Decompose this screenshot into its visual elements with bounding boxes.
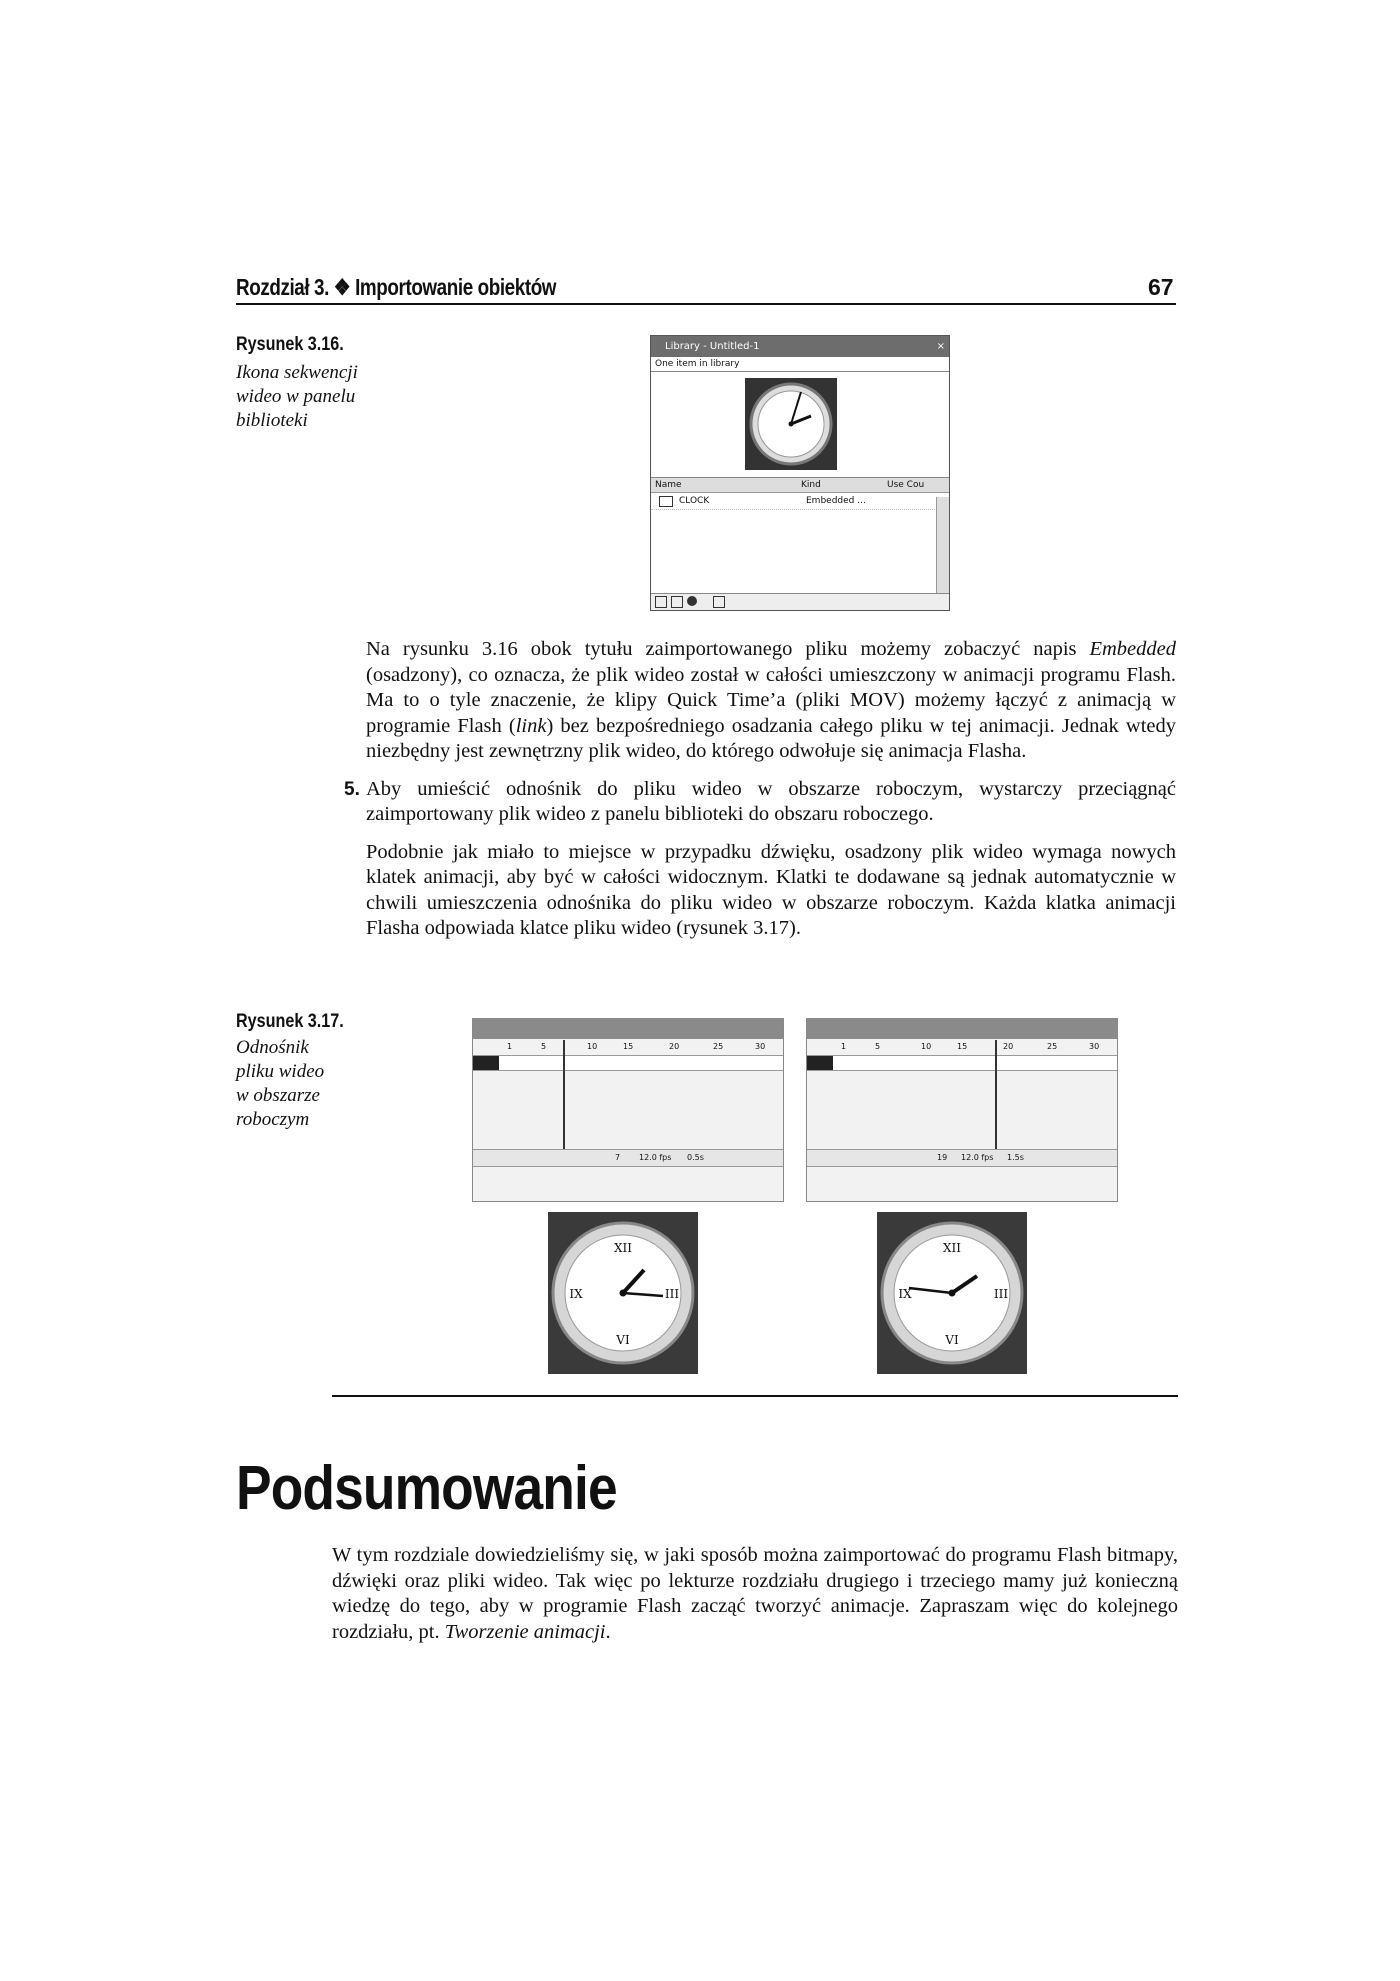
- tick-label: 5: [541, 1042, 547, 1051]
- clock-frame-left: [548, 1212, 698, 1374]
- elapsed-time: 0.5s: [687, 1153, 704, 1162]
- item-kind: Embedded ...: [806, 496, 866, 506]
- tick-label: 15: [623, 1042, 634, 1051]
- summary-text: [332, 1543, 1178, 1657]
- column-use-count[interactable]: Use Cou: [887, 480, 925, 490]
- tick-label: 20: [669, 1042, 680, 1051]
- svg-text:III: III: [993, 1287, 1009, 1301]
- timeline-titlebar: [807, 1019, 1117, 1039]
- svg-text:XII: XII: [613, 1241, 633, 1255]
- tick-label: 5: [875, 1042, 881, 1051]
- svg-text:VI: VI: [616, 1333, 630, 1347]
- tick-label: 25: [713, 1042, 724, 1051]
- figure-317-caption: [236, 1036, 396, 1132]
- close-icon: ×: [936, 341, 945, 352]
- figure-317-label: Rysunek 3.17.: [236, 1011, 344, 1032]
- running-header-chapter: Rozdział 3. ❖ Importowanie obiektów: [236, 274, 557, 300]
- caption-line: biblioteki: [236, 410, 308, 431]
- summary-rule: [332, 1395, 1178, 1397]
- text-run: .: [605, 1620, 611, 1643]
- elapsed-time: 1.5s: [1007, 1153, 1024, 1162]
- caption-line: Odnośnik: [236, 1037, 309, 1058]
- timeline-panel-left: [472, 1018, 784, 1202]
- svg-text:IX: IX: [569, 1287, 583, 1301]
- text-emphasis: Tworzenie animacji: [444, 1620, 606, 1643]
- properties-icon[interactable]: [687, 596, 697, 606]
- item-name: CLOCK: [679, 496, 710, 506]
- text-emphasis: link: [515, 714, 547, 737]
- text-run: Na rysunku 3.16 obok tytułu zaimportowanego pliku możemy zobaczyć napis: [366, 638, 1090, 660]
- paragraph-frames: Podobnie jak miało to miejsce w przypadku dźwięku, osadzony plik wideo wymaga nowych klatek animacji, aby być w całości widocznym. Klatki te dodawane są jednak automatycznie w chwili umieszczenia odnośnika do pliku wideo w obszarze roboczym. Każda klatka animacji Flasha odpowiada klatce pliku wideo (rysunek 3.17).: [366, 840, 1176, 939]
- timeline-panel-right: [806, 1018, 1118, 1202]
- library-preview: [651, 372, 949, 478]
- text-run: W tym rozdziale dowiedzieliśmy się, w jaki sposób można zaimportować do programu Flash bitmapy, dźwięki oraz pliki wideo. Tak więc po lekturze rozdziału drugiego i trzeciego mamy już konieczną wiedzę do tego, aby w programie Flash zacząć tworzyć animacje. Zapraszam więc do kolejnego rozdziału, pt.: [332, 1544, 1178, 1643]
- new-symbol-icon[interactable]: [655, 596, 667, 608]
- library-bottom-toolbar: [651, 593, 949, 610]
- tick-label: 25: [1047, 1042, 1058, 1051]
- frame-ruler: [807, 1039, 1117, 1056]
- playhead[interactable]: [563, 1040, 565, 1150]
- summary-paragraph: [332, 1543, 1178, 1645]
- video-icon: [659, 496, 673, 507]
- playhead[interactable]: [995, 1040, 997, 1150]
- tick-label: 20: [1003, 1042, 1014, 1051]
- frame-rate: 12.0 fps: [639, 1153, 672, 1162]
- paragraph-embedded: [366, 637, 1176, 765]
- library-item-row[interactable]: [651, 493, 949, 510]
- layer-name-cell: [473, 1056, 499, 1070]
- tick-label: 10: [587, 1042, 598, 1051]
- svg-text:VI: VI: [945, 1333, 959, 1347]
- tick-label: 10: [921, 1042, 932, 1051]
- column-kind[interactable]: Kind: [801, 480, 821, 490]
- text-run: Aby umieścić odnośnik do pliku wideo w obszarze roboczym, wystarczy przeciągnąć zaimportowany plik wideo z panelu biblioteki do obszaru roboczego.: [366, 777, 1176, 825]
- library-title: Library - Untitled-1: [665, 341, 760, 352]
- library-scrollbar[interactable]: [936, 497, 949, 594]
- svg-text:XII: XII: [942, 1241, 962, 1255]
- library-item-count: One item in library: [651, 357, 949, 372]
- text-emphasis: Embedded: [1089, 638, 1176, 660]
- frame-ruler: [473, 1039, 783, 1056]
- body-text: [344, 637, 1176, 954]
- frame-rate: 12.0 fps: [961, 1153, 994, 1162]
- clock-thumbnail: [745, 378, 837, 470]
- clock-frame-right: [877, 1212, 1027, 1374]
- header-rule: [236, 303, 1176, 305]
- step-5: [344, 777, 1176, 828]
- library-titlebar: [651, 336, 949, 357]
- library-column-headers: [651, 478, 949, 493]
- text-run: (osadzony), co oznacza, że plik wideo został w całości umieszczony w animacji programu Flash. Ma to o tyle znaczenie, że klipy Quick Time’a (pliki MOV) możemy łączyć z animacją w programie Flash (: [366, 663, 1176, 737]
- tick-label: 1: [507, 1042, 513, 1051]
- page-number: 67: [1148, 274, 1174, 300]
- tick-label: 1: [841, 1042, 847, 1051]
- layer-name-cell: [807, 1056, 833, 1070]
- caption-line: roboczym: [236, 1109, 310, 1130]
- svg-text:III: III: [664, 1287, 680, 1301]
- figure-316-caption: [236, 361, 396, 433]
- timeline-status-bar: [473, 1149, 783, 1167]
- caption-line: wideo w panelu: [236, 386, 356, 407]
- library-panel-screenshot: [650, 335, 950, 611]
- layer-row[interactable]: [473, 1056, 783, 1071]
- current-frame: 7: [615, 1153, 621, 1162]
- svg-text:IX: IX: [898, 1287, 912, 1301]
- tick-label: 15: [957, 1042, 968, 1051]
- tick-label: 30: [1089, 1042, 1100, 1051]
- timeline-titlebar: [473, 1019, 783, 1039]
- section-title: Podsumowanie: [236, 1454, 617, 1523]
- caption-line: w obszarze: [236, 1085, 320, 1106]
- step-number: 5.: [344, 778, 360, 800]
- text-run: ) bez bezpośredniego osadzania całego pliku w tej animacji. Jednak wtedy niezbędny jest zewnętrzny plik wideo, do którego odwołuje się animacja Flasha.: [366, 714, 1176, 762]
- column-name[interactable]: Name: [655, 480, 682, 490]
- timeline-status-bar: [807, 1149, 1117, 1167]
- figure-316-label: Rysunek 3.16.: [236, 334, 344, 355]
- layer-row[interactable]: [807, 1056, 1117, 1071]
- caption-line: Ikona sekwencji: [236, 362, 358, 383]
- tick-label: 30: [755, 1042, 766, 1051]
- trash-icon[interactable]: [713, 596, 725, 608]
- caption-line: pliku wideo: [236, 1061, 325, 1082]
- new-folder-icon[interactable]: [671, 596, 683, 608]
- current-frame: 19: [937, 1153, 948, 1162]
